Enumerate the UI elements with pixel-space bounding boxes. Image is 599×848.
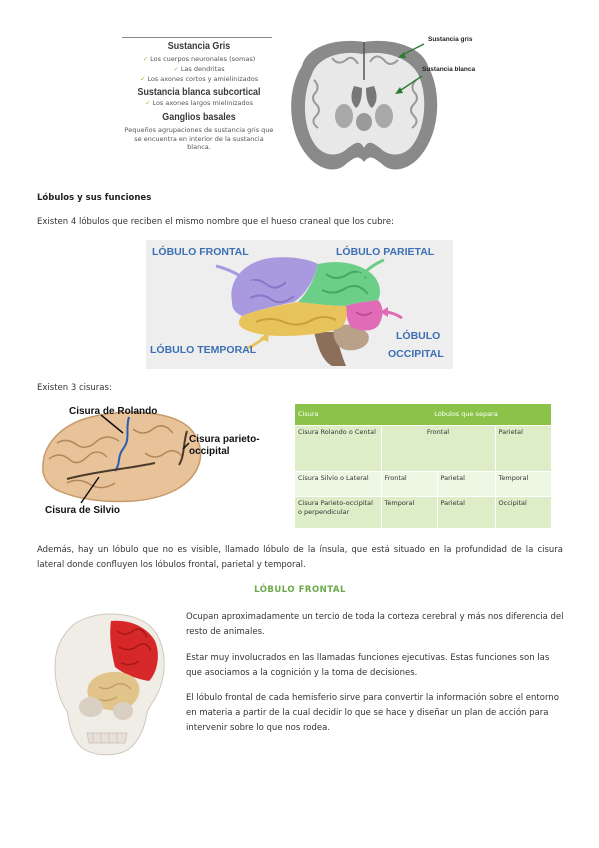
lobes-intro: Existen 4 lóbulos que reciben el mismo nombre que el hueso craneal que los cubre: [37,217,394,227]
occipital-lobe-label-2: OCCIPITAL [388,348,444,360]
skull-frontal-lobe-image [37,607,175,759]
skull-illustration [37,607,175,759]
basal-ganglia-title: Ganglios basales [162,111,236,123]
white-matter-item: ✓ Los axones largos mielinizados [144,99,254,107]
table-row [295,497,551,528]
frontal-lobe-label: LÓBULO FRONTAL [152,246,249,258]
check-icon: ✓ [142,55,149,63]
table-row [295,471,551,497]
brain-fissures-image [37,403,290,519]
frontal-paragraph-3: El lóbulo frontal de cada hemisferio sirve para convertir la información sobre el entorno en materia a partir de la cual decidir lo que se hace y diseñar un plan de acción para intervenir sobre lo que nos rodea. [186,693,559,733]
silvio-fissure-label: Cisura de Silvio [45,505,121,516]
parietal-lobe-label: LÓBULO PARIETAL [336,246,435,258]
gray-matter-item: ✓ Las dendritas [173,65,225,73]
frontal-section-title: LÓBULO FRONTAL [254,585,346,595]
white-matter-label: Sustancia blanca [422,66,476,73]
insula-paragraph: Además, hay un lóbulo que no es visible, llamado lóbulo de la ínsula, que está situado en la profundidad de la cisura lateral donde confluyen los lóbulos frontal, parietal y temporal. [37,545,563,570]
gray-matter-item: ✓ Los cuerpos neuronales (somas) [142,55,256,63]
table-row [295,425,551,471]
table-cell: Temporal [495,471,551,497]
gray-matter-item: ✓ Los axones cortos y amielinizados [139,75,259,83]
parieto-occipital-label-1: Cisura parieto- [189,434,260,445]
fissures-intro: Existen 3 cisuras: [37,383,112,393]
frontal-paragraph-1: Ocupan aproximadamente un tercio de toda la corteza cerebral y más nos diferencia del resto de animales. [186,612,564,637]
basal-ganglia-description: Pequeños agrupaciones de sustancia gris que se encuentra en interior de la sustancia blanca. [124,126,274,151]
table-cell: Parietal [437,497,495,528]
brain-lobes-image [146,240,453,369]
check-icon: ✓ [139,75,146,83]
table-header-row [295,404,551,425]
table-header-fissure: Cisura [295,404,381,425]
gray-matter-title: Sustancia Gris [167,40,231,52]
coronal-brain-illustration [282,36,446,178]
table-cell: Cisura Silvio o Lateral [295,471,381,497]
occipital-lobe-label-1: LÓBULO [396,330,441,342]
table-cell: Parietal [495,425,551,471]
matter-legend-panel [120,36,278,176]
table-cell: Temporal [381,497,437,528]
check-icon: ✓ [173,65,179,73]
check-icon: ✓ [144,99,151,107]
table-cell: Frontal [381,425,495,471]
gray-matter-label: Sustancia gris [428,36,473,43]
table-header-lobes: Lóbulos que separa [381,404,551,425]
rolando-fissure-label: Cisura de Rolando [69,406,158,417]
parieto-occipital-label-2: occipital [189,446,230,457]
white-matter-title: Sustancia blanca subcortical [137,86,261,98]
frontal-paragraph-2: Estar muy involucrados en las llamadas funciones ejecutivas. Estas funciones son las que asociamos a la cognición y la toma de decisiones. [186,653,550,678]
table-cell: Cisura Parieto-occipital o perpendicular [295,497,381,528]
temporal-lobe-label: LÓBULO TEMPORAL [150,344,257,356]
fissures-table [295,404,551,528]
table-cell: Cisura Rolando o Cental [295,425,381,471]
lobes-heading: Lóbulos y sus funciones [37,193,152,203]
table-cell: Parietal [437,471,495,497]
brain-fissures-illustration [37,403,290,519]
table-cell: Frontal [381,471,437,497]
coronal-brain-image [282,36,476,178]
table-cell: Occipital [495,497,551,528]
